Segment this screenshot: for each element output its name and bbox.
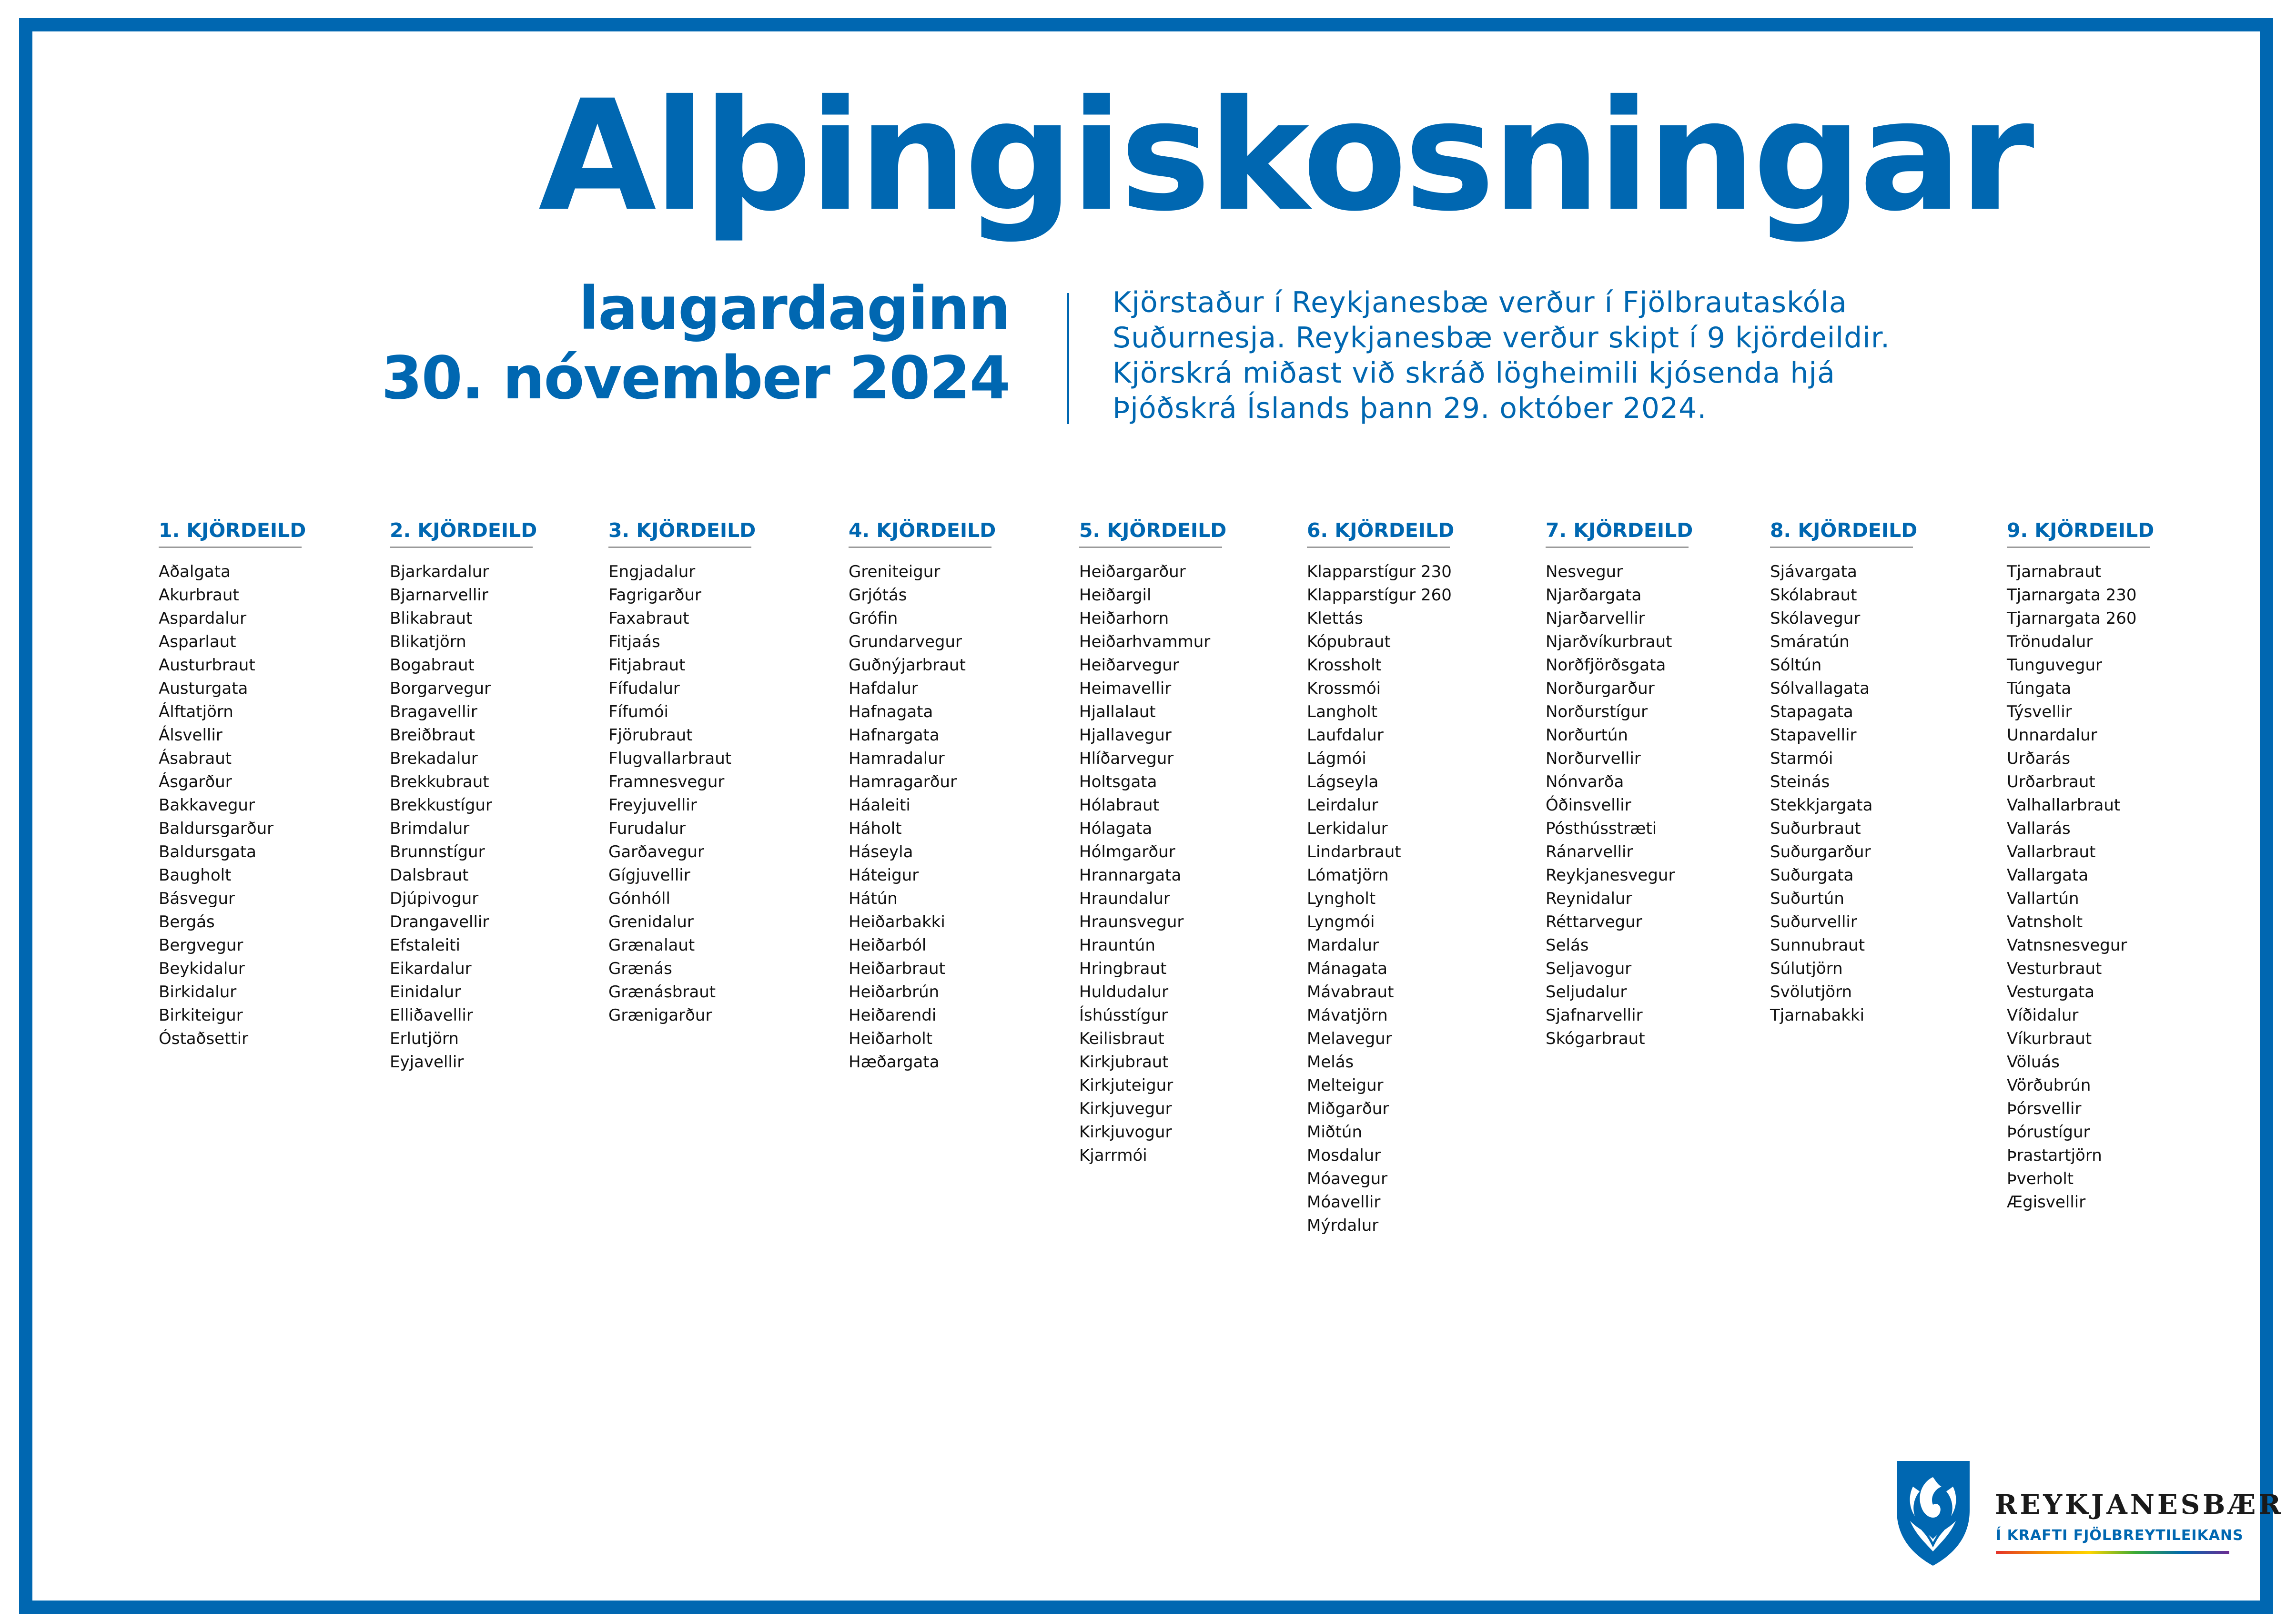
street-item: Heiðarbakki [849, 912, 945, 932]
district-heading: 6. KJÖRDEILD [1307, 519, 1455, 542]
street-item: Melás [1307, 1053, 1354, 1072]
street-item: Sóltún [1770, 656, 1822, 675]
district-heading: 2. KJÖRDEILD [390, 519, 537, 542]
street-item: Ránarvellir [1546, 842, 1633, 861]
district-rule [849, 547, 991, 548]
street-item: Vatnsnesvegur [2007, 936, 2127, 955]
street-item: Vatnsholt [2007, 912, 2083, 932]
street-item: Völuás [2007, 1053, 2060, 1072]
street-item: Kjarrmói [1079, 1146, 1147, 1165]
street-item: Grænigarður [608, 1006, 712, 1025]
district-heading: 8. KJÖRDEILD [1770, 519, 1918, 542]
street-item: Lindarbraut [1307, 842, 1401, 861]
street-item: Seljudalur [1546, 983, 1627, 1002]
street-item: Sunnubraut [1770, 936, 1865, 955]
street-item: Ásgarður [159, 772, 232, 791]
street-item: Hrauntún [1079, 936, 1155, 955]
street-item: Skólavegur [1770, 609, 1861, 628]
street-item: Holtsgata [1079, 772, 1157, 791]
street-item: Njarðarvellir [1546, 609, 1645, 628]
street-item: Heiðarendi [849, 1006, 937, 1025]
street-item: Háaleiti [849, 796, 910, 815]
street-item: Eikardalur [390, 959, 472, 978]
street-item: Hamradalur [849, 749, 945, 768]
district-2 [390, 517, 537, 1074]
street-item: Miðtún [1307, 1123, 1363, 1142]
street-item: Steinás [1770, 772, 1830, 791]
street-item: Brunnstígur [390, 842, 485, 861]
street-item: Unnardalur [2007, 726, 2097, 745]
street-item: Melteigur [1307, 1076, 1384, 1095]
district-heading: 3. KJÖRDEILD [608, 519, 756, 542]
street-item: Mánagata [1307, 959, 1388, 978]
district-rule [1079, 547, 1222, 548]
street-item: Keilisbraut [1079, 1029, 1164, 1048]
street-item: Garðavegur [608, 842, 704, 861]
district-rule [159, 547, 302, 548]
info-line: Suðurnesja. Reykjanesbæ verður skipt í 9 kjördeildir. [1113, 321, 1891, 355]
street-item: Fífumói [608, 702, 668, 721]
street-item: Hjallavegur [1079, 726, 1172, 745]
street-item: Flugvallarbraut [608, 749, 732, 768]
street-item: Stekkjargata [1770, 796, 1873, 815]
street-item: Vörðubrún [2007, 1076, 2091, 1095]
page-title: Alþingiskosningar [538, 68, 2032, 245]
street-item: Brekadalur [390, 749, 478, 768]
street-item: Háteigur [849, 866, 919, 885]
street-item: Mosdalur [1307, 1146, 1381, 1165]
district-4 [849, 517, 996, 1074]
street-item: Hátún [849, 889, 898, 908]
street-item: Baldursgata [159, 842, 257, 861]
street-item: Fjörubraut [608, 726, 693, 745]
street-item: Grænalaut [608, 936, 695, 955]
street-item: Drangavellir [390, 912, 489, 932]
street-list [159, 560, 306, 1051]
street-item: Aðalgata [159, 562, 231, 581]
street-item: Sjafnarvellir [1546, 1006, 1643, 1025]
street-item: Baldursgarður [159, 819, 274, 838]
street-item: Selás [1546, 936, 1589, 955]
street-item: Bragavellir [390, 702, 477, 721]
street-item: Vesturbraut [2007, 959, 2102, 978]
street-item: Nesvegur [1546, 562, 1623, 581]
street-item: Pósthússtræti [1546, 819, 1657, 838]
street-item: Djúpivogur [390, 889, 479, 908]
street-item: Súlutjörn [1770, 959, 1843, 978]
street-item: Eyjavellir [390, 1053, 464, 1072]
street-item: Brimdalur [390, 819, 470, 838]
street-item: Miðgarður [1307, 1099, 1389, 1118]
street-item: Norðurstígur [1546, 702, 1648, 721]
street-item: Furudalur [608, 819, 686, 838]
street-item: Fitjabraut [608, 656, 686, 675]
street-item: Álftatjörn [159, 702, 233, 721]
street-item: Guðnýjarbraut [849, 656, 966, 675]
street-item: Reynidalur [1546, 889, 1632, 908]
brand-name: REYKJANESBÆR [1995, 1489, 2284, 1520]
district-9 [2007, 517, 2154, 1214]
street-item: Elliðavellir [390, 1006, 473, 1025]
street-item: Heiðarhorn [1079, 609, 1169, 628]
street-item: Lágseyla [1307, 772, 1379, 791]
street-item: Hraundalur [1079, 889, 1170, 908]
street-item: Langholt [1307, 702, 1378, 721]
street-item: Vallargata [2007, 866, 2089, 885]
street-item: Hlíðarvegur [1079, 749, 1174, 768]
street-list [849, 560, 996, 1074]
street-item: Freyjuvellir [608, 796, 697, 815]
street-item: Lyngholt [1307, 889, 1376, 908]
info-text [1113, 285, 1899, 426]
street-item: Háseyla [849, 842, 913, 861]
district-heading: 4. KJÖRDEILD [849, 519, 996, 542]
district-5 [1079, 517, 1226, 1167]
street-item: Lómatjörn [1307, 866, 1389, 885]
street-item: Breiðbraut [390, 726, 475, 745]
date-weekday: laugardaginn [578, 274, 1010, 343]
street-item: Hringbraut [1079, 959, 1167, 978]
street-item: Svölutjörn [1770, 983, 1852, 1002]
street-item: Brekkubraut [390, 772, 489, 791]
street-item: Norðurtún [1546, 726, 1628, 745]
street-item: Hafnargata [849, 726, 940, 745]
street-item: Kópubraut [1307, 632, 1391, 651]
date-full: 30. nóvember 2024 [381, 344, 1010, 413]
street-item: Klapparstígur 260 [1307, 586, 1452, 605]
street-list [1546, 560, 1693, 1051]
district-8 [1770, 517, 1917, 1027]
street-item: Valhallarbraut [2007, 796, 2121, 815]
street-item: Klettás [1307, 609, 1363, 628]
street-item: Sjávargata [1770, 562, 1857, 581]
street-item: Lyngmói [1307, 912, 1375, 932]
street-item: Óðinsvellir [1546, 796, 1631, 815]
street-item: Bakkavegur [159, 796, 255, 815]
street-item: Fitjaás [608, 632, 660, 651]
street-item: Birkidalur [159, 983, 237, 1002]
street-item: Trönudalur [2007, 632, 2093, 651]
street-item: Greniteigur [849, 562, 941, 581]
street-item: Laufdalur [1307, 726, 1384, 745]
street-item: Seljavogur [1546, 959, 1632, 978]
street-item: Sólvallagata [1770, 679, 1870, 698]
street-item: Hafnagata [849, 702, 933, 721]
street-item: Hraunsvegur [1079, 912, 1184, 932]
street-item: Austurgata [159, 679, 248, 698]
district-rule [608, 547, 751, 548]
street-list [1079, 560, 1226, 1167]
street-item: Fagrigarður [608, 586, 702, 605]
street-item: Aspardalur [159, 609, 247, 628]
district-heading: 5. KJÖRDEILD [1079, 519, 1227, 542]
street-item: Blikabraut [390, 609, 473, 628]
street-item: Stapavellir [1770, 726, 1857, 745]
street-item: Reykjanesvegur [1546, 866, 1675, 885]
street-item: Krossholt [1307, 656, 1382, 675]
street-item: Grænás [608, 959, 672, 978]
street-item: Norðfjörðsgata [1546, 656, 1666, 675]
street-item: Mávabraut [1307, 983, 1394, 1002]
street-item: Nónvarða [1546, 772, 1624, 791]
street-item: Urðarás [2007, 749, 2071, 768]
street-item: Tjarnargata 230 [2007, 586, 2137, 605]
street-item: Bergvegur [159, 936, 243, 955]
street-item: Stapagata [1770, 702, 1853, 721]
street-item: Grenidalur [608, 912, 694, 932]
street-item: Heimavellir [1079, 679, 1172, 698]
info-line: Þjóðskrá Íslands þann 29. október 2024. [1113, 392, 1707, 425]
street-item: Vallarbraut [2007, 842, 2096, 861]
street-item: Huldudalur [1079, 983, 1169, 1002]
header-divider [1067, 293, 1069, 424]
street-item: Hæðargata [849, 1053, 940, 1072]
district-rule [390, 547, 533, 548]
street-item: Urðarbraut [2007, 772, 2095, 791]
street-item: Kirkjuvegur [1079, 1099, 1172, 1118]
district-rule [1770, 547, 1913, 548]
street-item: Tjarnabakki [1770, 1006, 1865, 1025]
street-item: Austurbraut [159, 656, 255, 675]
street-item: Lágmói [1307, 749, 1366, 768]
street-item: Heiðarhvammur [1079, 632, 1211, 651]
street-item: Grundarvegur [849, 632, 962, 651]
street-item: Þórustígur [2007, 1123, 2090, 1142]
street-item: Týsvellir [2007, 702, 2072, 721]
street-item: Víðidalur [2007, 1006, 2079, 1025]
street-item: Kirkjubraut [1079, 1053, 1169, 1072]
street-item: Erlutjörn [390, 1029, 459, 1048]
street-item: Asparlaut [159, 632, 236, 651]
street-item: Álsvellir [159, 726, 223, 745]
street-item: Vesturgata [2007, 983, 2095, 1002]
street-item: Mávatjörn [1307, 1006, 1388, 1025]
street-item: Leirdalur [1307, 796, 1378, 815]
street-item: Básvegur [159, 889, 235, 908]
district-1 [159, 517, 306, 1051]
street-item: Tjarnargata 260 [2007, 609, 2137, 628]
street-item: Fífudalur [608, 679, 680, 698]
street-item: Beykidalur [159, 959, 245, 978]
street-item: Ásabraut [159, 749, 232, 768]
street-item: Blikatjörn [390, 632, 466, 651]
district-heading: 9. KJÖRDEILD [2007, 519, 2154, 542]
street-item: Engjadalur [608, 562, 696, 581]
street-item: Heiðarholt [849, 1029, 933, 1048]
street-item: Suðurtún [1770, 889, 1844, 908]
street-item: Mýrdalur [1307, 1216, 1379, 1235]
street-item: Mardalur [1307, 936, 1379, 955]
street-item: Bjarnarvellir [390, 586, 488, 605]
street-item: Hjallalaut [1079, 702, 1156, 721]
street-item: Borgarvegur [390, 679, 491, 698]
street-item: Einidalur [390, 983, 461, 1002]
district-7 [1546, 517, 1693, 1051]
street-item: Klapparstígur 230 [1307, 562, 1452, 581]
street-item: Hólabraut [1079, 796, 1159, 815]
district-6 [1307, 517, 1454, 1237]
street-item: Bergás [159, 912, 215, 932]
street-item: Háholt [849, 819, 902, 838]
street-item: Efstaleiti [390, 936, 460, 955]
street-item: Grjótás [849, 586, 907, 605]
district-rule [2007, 547, 2150, 548]
street-item: Íshússtígur [1079, 1006, 1168, 1025]
street-item: Skólabraut [1770, 586, 1857, 605]
street-item: Hólagata [1079, 819, 1153, 838]
street-item: Starmói [1770, 749, 1833, 768]
street-item: Gónhóll [608, 889, 670, 908]
street-item: Heiðargil [1079, 586, 1152, 605]
street-item: Tjarnabraut [2007, 562, 2102, 581]
street-item: Melavegur [1307, 1029, 1392, 1048]
street-item: Þrastartjörn [2007, 1146, 2102, 1165]
street-item: Þórsvellir [2007, 1099, 2082, 1118]
reykjanesbaer-crest-icon [1894, 1458, 1972, 1568]
district-3 [608, 517, 756, 1027]
street-item: Smáratún [1770, 632, 1850, 651]
street-item: Móavellir [1307, 1193, 1381, 1212]
street-item: Grófin [849, 609, 898, 628]
street-item: Víkurbraut [2007, 1029, 2092, 1048]
street-item: Akurbraut [159, 586, 239, 605]
street-item: Grænásbraut [608, 983, 716, 1002]
street-item: Faxabraut [608, 609, 689, 628]
street-item: Njarðvíkurbraut [1546, 632, 1672, 651]
info-line: Kjörskrá miðast við skráð lögheimili kjósenda hjá [1113, 356, 1835, 390]
district-rule [1307, 547, 1450, 548]
street-list [608, 560, 756, 1027]
street-item: Brekkustígur [390, 796, 492, 815]
street-item: Njarðargata [1546, 586, 1642, 605]
street-item: Kirkjuteigur [1079, 1076, 1173, 1095]
street-item: Krossmói [1307, 679, 1381, 698]
street-item: Heiðargarður [1079, 562, 1186, 581]
street-list [1307, 560, 1454, 1237]
street-item: Túngata [2007, 679, 2072, 698]
street-item: Vallartún [2007, 889, 2079, 908]
street-item: Suðurvellir [1770, 912, 1857, 932]
street-item: Þverholt [2007, 1169, 2074, 1188]
street-item: Heiðarból [849, 936, 927, 955]
district-heading: 1. KJÖRDEILD [159, 519, 306, 542]
street-item: Suðurgarður [1770, 842, 1871, 861]
street-item: Kirkjuvogur [1079, 1123, 1172, 1142]
street-item: Ægisvellir [2007, 1193, 2086, 1212]
street-item: Heiðarbraut [849, 959, 945, 978]
street-item: Suðurbraut [1770, 819, 1861, 838]
street-item: Móavegur [1307, 1169, 1388, 1188]
street-list [1770, 560, 1917, 1027]
street-item: Gígjuvellir [608, 866, 690, 885]
street-item: Heiðarvegur [1079, 656, 1179, 675]
street-item: Tunguvegur [2007, 656, 2102, 675]
street-item: Framnesvegur [608, 772, 725, 791]
street-item: Hamragarður [849, 772, 957, 791]
street-item: Óstaðsettir [159, 1029, 249, 1048]
street-item: Lerkidalur [1307, 819, 1388, 838]
street-item: Vallarás [2007, 819, 2071, 838]
info-line: Kjörstaður í Reykjanesbæ verður í Fjölbrautaskóla [1113, 286, 1847, 319]
street-item: Bogabraut [390, 656, 475, 675]
street-item: Dalsbraut [390, 866, 469, 885]
street-item: Réttarvegur [1546, 912, 1642, 932]
street-list [390, 560, 537, 1074]
street-item: Hrannargata [1079, 866, 1182, 885]
district-rule [1546, 547, 1689, 548]
street-item: Suðurgata [1770, 866, 1854, 885]
street-item: Norðurvellir [1546, 749, 1641, 768]
street-item: Hafdalur [849, 679, 918, 698]
street-item: Norðurgarður [1546, 679, 1655, 698]
street-item: Heiðarbrún [849, 983, 940, 1002]
street-item: Skógarbraut [1546, 1029, 1645, 1048]
brand-slogan: Í KRAFTI FJÖLBREYTILEIKANS [1996, 1527, 2244, 1544]
election-date [381, 274, 1010, 414]
street-list [2007, 560, 2154, 1214]
street-item: Bjarkardalur [390, 562, 489, 581]
street-item: Birkiteigur [159, 1006, 243, 1025]
district-heading: 7. KJÖRDEILD [1546, 519, 1693, 542]
slogan-underline [1996, 1551, 2229, 1554]
street-item: Hólmgarður [1079, 842, 1175, 861]
street-item: Baugholt [159, 866, 232, 885]
